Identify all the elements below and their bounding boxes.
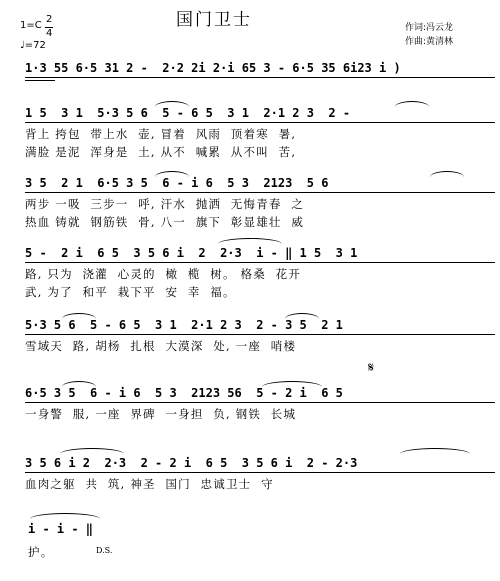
segno-sign: 𝄋: [368, 360, 375, 376]
notation-row-4: 5 - 2 i 6 5 3 5 6 i 2 2·3 i - ‖ 1 5 3 1: [25, 246, 358, 260]
lyric-row-6: 一身警 服, 一座 界碑 一身担 负, 钢铁 长城: [25, 407, 297, 421]
notation-row-5: 5·3 5 6 5 - 6 5 3 1 2·1 2 3 2 - 3 5 2 1: [25, 318, 343, 332]
key-signature: 1=C: [20, 20, 42, 31]
time-signature-bottom: 4: [46, 28, 53, 39]
song-title: 国门卫士: [176, 10, 252, 30]
lyricist-credit: 作词:冯云龙: [405, 23, 454, 33]
dal-segno-mark: D.S.: [96, 546, 113, 555]
tempo-marking: ♩=72: [20, 40, 46, 51]
lyric-row-8: 护。: [28, 545, 54, 559]
lyric-row-3-verse-2: 热血 铸就 钢筋铁 骨, 八一 旗下 彰显雄壮 威: [25, 215, 305, 229]
notation-row-3: 3 5 2 1 6·5 3 5 6 - i 6 5 3 2123 5 6: [25, 176, 329, 190]
composer-credit: 作曲:黄清林: [405, 37, 454, 47]
notation-row-6: 6·5 3 5 6 - i 6 5 3 2123 56 5 - 2 i 6 5: [25, 386, 343, 400]
time-signature-top: 2: [46, 14, 53, 25]
notation-row-8: i - i - ‖: [28, 522, 94, 536]
lyric-row-4-verse-1: 路, 只为 浇灌 心灵的 橄 榄 树。 格桑 花开: [25, 267, 302, 281]
lyric-row-5: 雪域天 路, 胡杨 扎根 大漠深 处, 一座 哨楼: [25, 339, 297, 353]
notation-row-7: 3 5 6 i 2 2·3 2 - 2 i 6 5 3 5 6 i 2 - 2·3: [25, 456, 358, 470]
lyric-row-2-verse-1: 背上 挎包 带上水 壶, 冒着 风雨 顶着寒 暑,: [25, 127, 297, 141]
lyric-row-2-verse-2: 满脸 是泥 浑身是 土, 从不 喊累 从不叫 苦,: [25, 145, 297, 159]
notation-row-2: 1 5 3 1 5·3 5 6 5 - 6 5 3 1 2·1 2 3 2 -: [25, 106, 351, 120]
lyric-row-7: 血肉之躯 共 筑, 神圣 国门 忠诚卫士 守: [25, 477, 274, 491]
lyric-row-3-verse-1: 两步 一吸 三步一 呼, 汗水 抛洒 无悔青春 之: [25, 197, 305, 211]
notation-row-1: 1·3 55 6·5 31 2 - 2·2 2i 2·i 65 3 - 6·5 35 6i23 i ): [25, 61, 401, 75]
lyric-row-4-verse-2: 武, 为了 和平 栽下平 安 幸 福。: [25, 285, 236, 299]
